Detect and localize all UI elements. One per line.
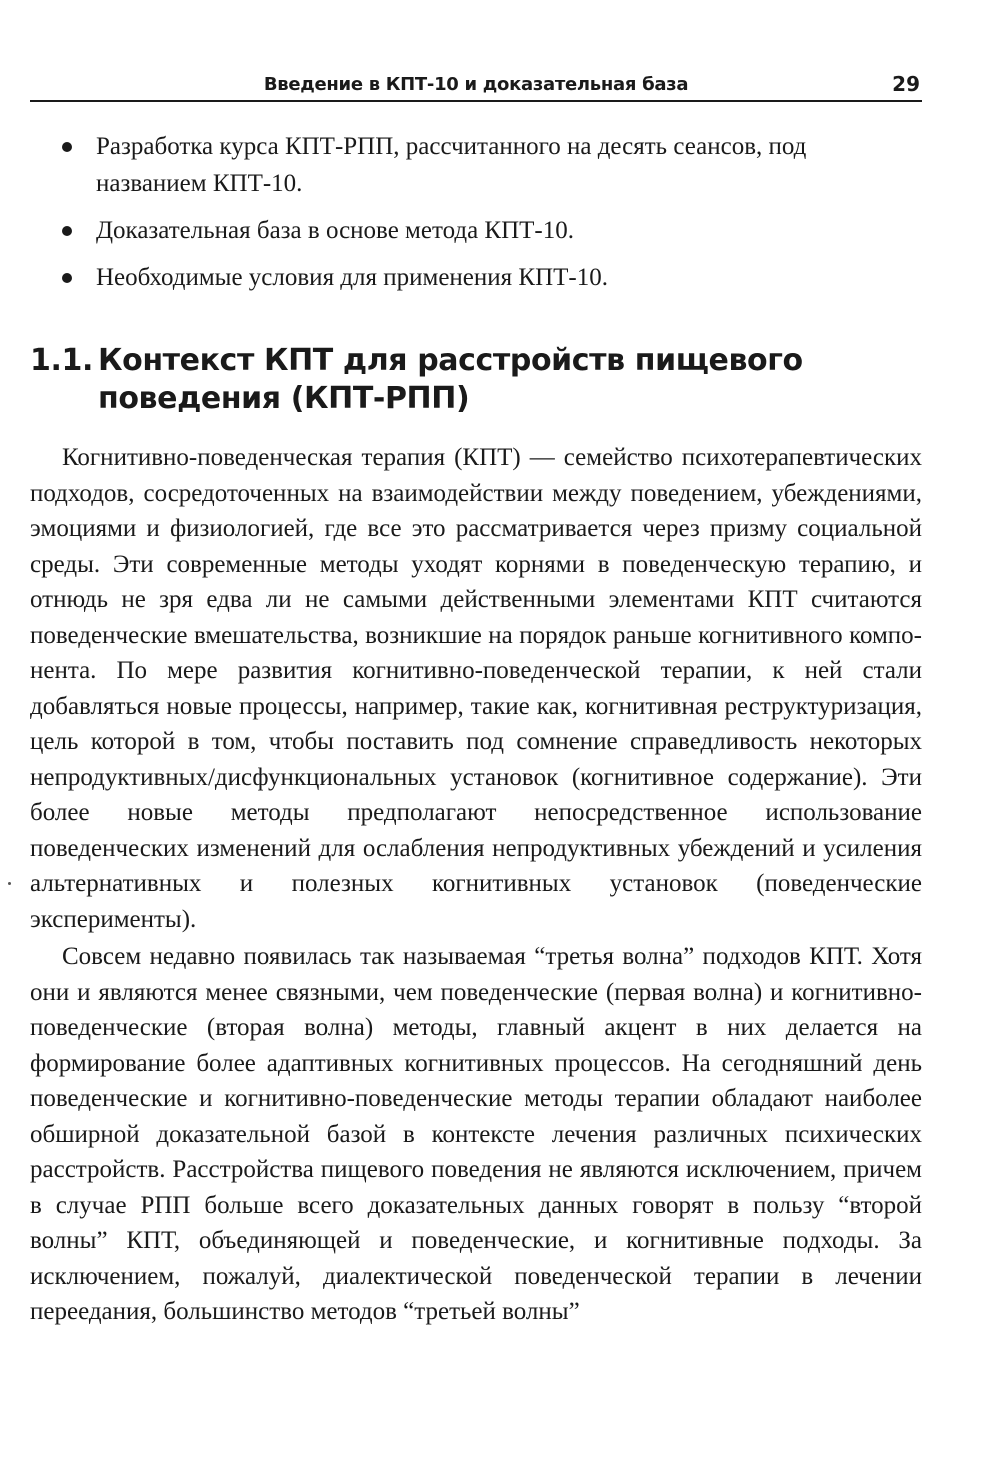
bullet-item: Необходимые условия для применения КПТ-10. [30, 259, 922, 296]
bullet-list [30, 128, 922, 306]
section-title: Контекст КПТ для расстройств пищевого поведения (КПТ-РПП) [98, 343, 803, 416]
running-header [30, 70, 922, 102]
paragraph: Когнитивно-поведенческая терапия (КПТ) — семейство психотерапевтических подходов, сосредоточенных на взаимодействии между поведением, убеждениями, эмоциями и физиологией, где все это рассматривается через призму социальной среды. Эти современные методы уходят корнями в поведенческую терапию, и отнюдь не зря едва ли не самыми действенными элементами КПТ считаются поведенческие вмешательства, возникшие на порядок раньше когнитивного компонента. По мере развития когнитивно-поведенческой терапии, к ней стали добавляться новые процессы, например, такие как, когнитивная реструктуризация, цель которой в том, чтобы поставить под сомнение справедливость некоторых непродуктивных/дисфункциональных установок (когнитивное содержание). Эти более новые методы предполагают непосредственное использование поведенческих изменений для ослабления непродуктивных убеждений и усиления альтернативных и полезных когнитивных установок (поведенческие эксперименты). [30, 444, 922, 933]
section-heading [30, 342, 930, 418]
paragraph: Совсем недавно появилась так называемая “третья волна” подходов КПТ. Хотя они и являются менее связными, чем поведенческие (первая волна) и когнитивно-поведенческие (вторая волна) методы, главный акцент в них делается на формирование более адаптивных когнитивных процессов. На сегодняшний день поведенческие и когнитивно-поведенческие методы терапии обладают наиболее обширной доказательной базой в контексте лечения различных психических расстройств. Расстройства пищевого поведения не являются исключением, причем в случае РПП больше всего доказательных данных говорят в пользу “второй волны” КПТ, объединяющей и поведенческие, и когнитивные подходы. За исключением, пожалуй, диалектической поведенческой терапии в лечении переедания, большинство методов “третьей волны” [30, 943, 922, 1325]
running-header-title: Введение в КПТ-10 и доказательная база [263, 74, 689, 95]
page-number: 29 [892, 72, 920, 96]
body-text [30, 440, 922, 1332]
section-number: 1.1. [30, 343, 93, 378]
scan-speck [8, 882, 11, 885]
bullet-item: Разработка курса КПТ-РПП, рассчитанного на десять сеансов, под названием КПТ-10. [30, 128, 922, 202]
bullet-item: Доказательная база в основе метода КПТ-10. [30, 212, 922, 249]
